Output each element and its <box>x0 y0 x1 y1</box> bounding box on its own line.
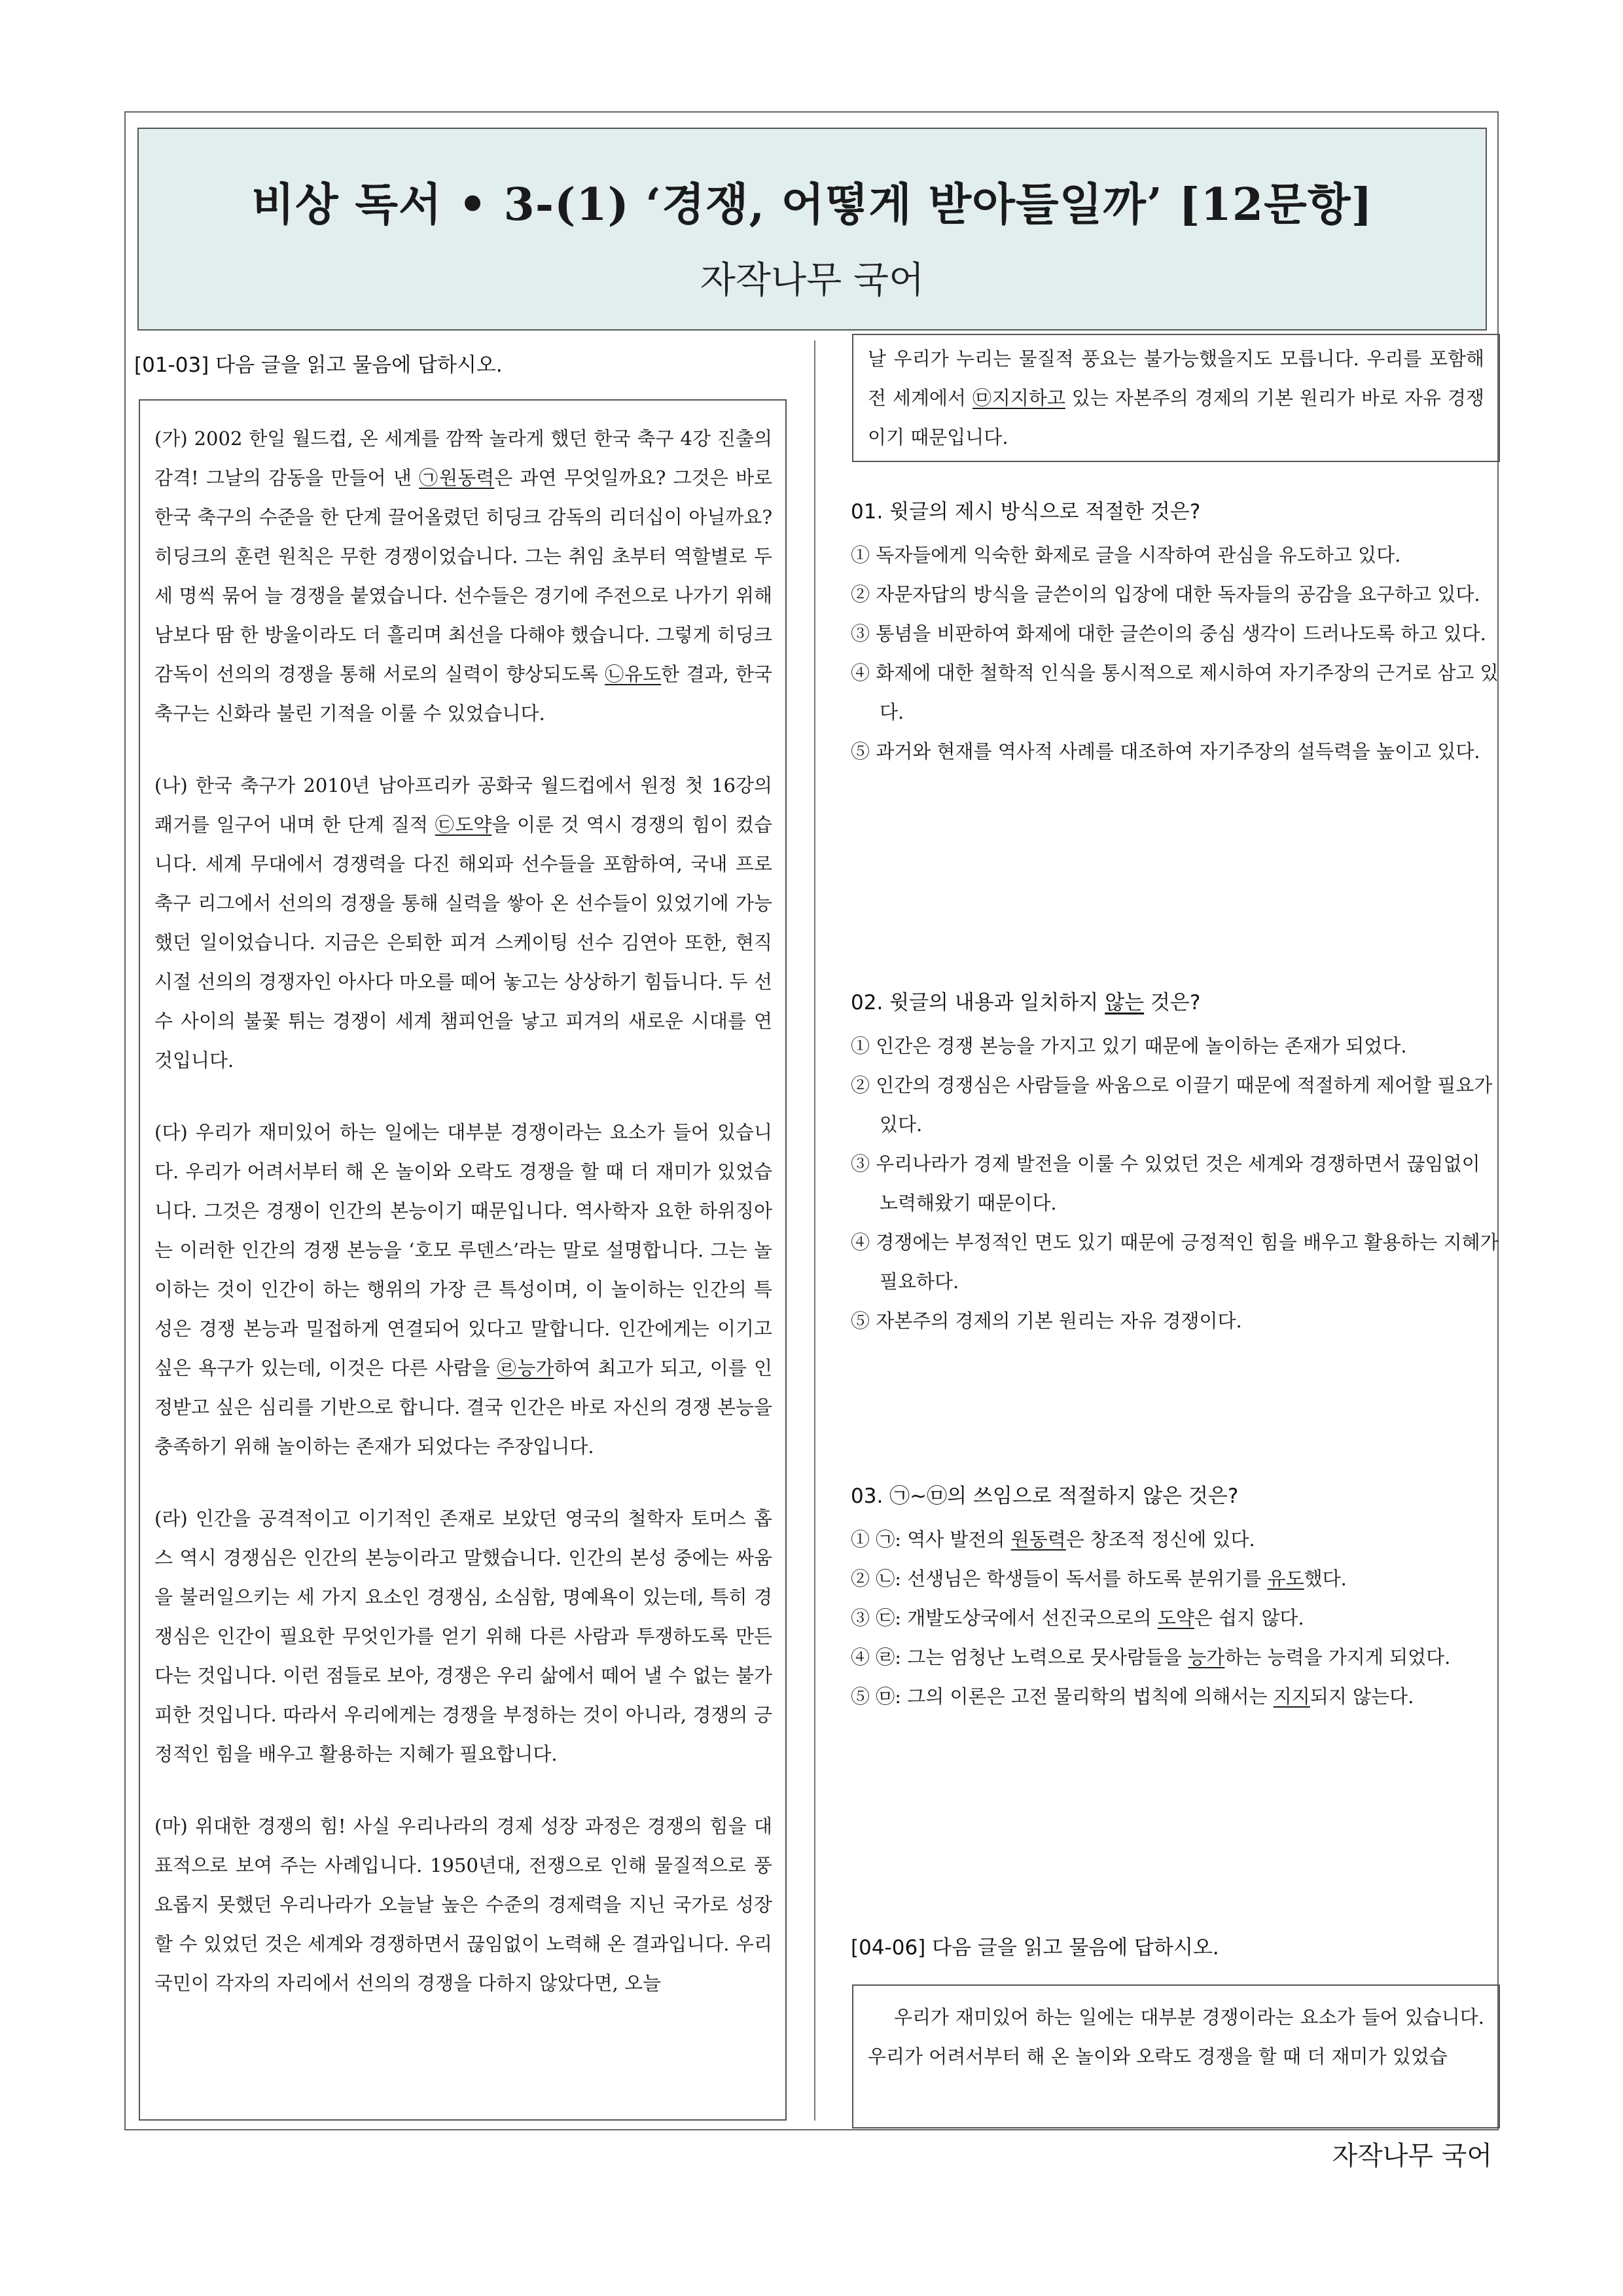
option-2[interactable]: ② 자문자답의 방식을 글쓴이의 입장에 대한 독자들의 공감을 요구하고 있다. <box>851 583 1480 605</box>
option-2[interactable] <box>851 1559 1499 1598</box>
passage-box-04-06 <box>852 1984 1500 2128</box>
option-text: ① ㉠: 역사 발전의 <box>851 1528 1011 1551</box>
option-1[interactable]: ① 독자들에게 익숙한 화제로 글을 시작하여 관심을 유도하고 있다. <box>851 544 1401 566</box>
option-text: ② ㉡: 선생님은 학생들이 독서를 하도록 분위기를 <box>851 1568 1268 1590</box>
question-title <box>851 983 1499 1022</box>
option-1[interactable]: ① 인간은 경쟁 본능을 가지고 있기 때문에 놀이하는 존재가 되었다. <box>851 1035 1407 1057</box>
option-text: ③ ㉢: 개발도상국에서 선진국으로의 <box>851 1607 1158 1629</box>
para-text: (라) 인간을 공격적이고 이기적인 존재로 보았던 영국의 철학자 토머스 홉스 역시 경쟁심은 인간의 본능이라고 말했습니다. 인간의 본성 중에는 싸움을 불러일으키는 세 가지 요소인 경쟁심, 소심함, 명예욕이 있는데, 특히 경쟁심은 인간이 필요한 무엇인가를 얻기 위해 다른 사람과 투쟁하도록 만든다는 것입니다. 이런 점들로 보아, 경쟁은 우리 삶에서 떼어 낼 수 없는 불가피한 것입니다. 따라서 우리에게는 경쟁을 부정하는 것이 아니라, 경쟁의 긍정적인 힘을 배우고 활용하는 지혜가 필요합니다. <box>154 1507 772 1765</box>
option-5[interactable] <box>851 1677 1499 1716</box>
option-3[interactable]: ③ 통념을 비판하여 화제에 대한 글쓴이의 중심 생각이 드러나도록 하고 있다. <box>851 622 1486 645</box>
para-text: 있는 자본주의 경제의 기본 원리가 바로 자유 경쟁이기 때문입니다. <box>868 387 1485 448</box>
question-03 <box>851 1477 1499 1716</box>
option-1[interactable] <box>851 1520 1499 1559</box>
option-text: 은 창조적 정신에 있다. <box>1065 1528 1255 1551</box>
option-5[interactable]: ⑤ 자본주의 경제의 기본 원리는 자유 경쟁이다. <box>851 1310 1242 1332</box>
option-text: ④ ㉣: 그는 엄청난 노력으로 뭇사람들을 <box>851 1646 1188 1668</box>
underlined-word: ㉣능가 <box>497 1357 554 1379</box>
option-text: ⑤ ㉤: 그의 이론은 고전 물리학의 법칙에 의해서는 <box>851 1685 1274 1708</box>
question-title: 01. 윗글의 제시 방식으로 적절한 것은? <box>851 500 1201 524</box>
para-text: 우리가 재미있어 하는 일에는 대부분 경쟁이라는 요소가 들어 있습니다. 우리가 어려서부터 해 온 놀이와 오락도 경쟁을 할 때 더 재미가 있었습 <box>868 2006 1484 2068</box>
option-4[interactable]: ④ 화제에 대한 철학적 인식을 통시적으로 제시하여 자기주장의 근거로 삼고 있다. <box>851 662 1499 723</box>
paragraph-na <box>154 766 772 1080</box>
para-text: (가) 2002 한일 월드컵, 온 세계를 깜짝 놀라게 했던 한국 축구 4강 진출의 감격! 그날의 감동을 만들어 낸 <box>154 427 772 489</box>
option-text: 했다. <box>1304 1568 1347 1590</box>
section-heading-04-06: [04-06] 다음 글을 읽고 물음에 답하시오. <box>851 1936 1219 1960</box>
option-4[interactable]: ④ 경쟁에는 부정적인 면도 있기 때문에 긍정적인 힘을 배우고 활용하는 지혜가 필요하다. <box>851 1231 1499 1293</box>
option-4[interactable] <box>851 1638 1499 1677</box>
underlined-word: ㉤지지하고 <box>972 387 1065 409</box>
para-text: 을 이룬 것 역시 경쟁의 힘이 컸습니다. 세계 무대에서 경쟁력을 다진 해외파 선수들을 포함하여, 국내 프로 축구 리그에서 선의의 경쟁을 통해 실력을 쌓아 온 선수들이 있었기에 가능했던 일이었습니다. 지금은 은퇴한 피겨 스케이팅 선수 김연아 또한, 현직 시절 선의의 경쟁자인 아사다 마오를 떼어 놓고는 상상하기 힘듭니다. 두 선수 사이의 불꽃 튀는 경쟁이 세계 챔피언을 낳고 피겨의 새로운 시대를 연 것입니다. <box>154 814 773 1071</box>
para-text: (나) 한국 축구가 2010년 남아프리카 공화국 월드컵에서 원정 첫 16강의 쾌거를 일구어 내며 한 단계 질적 <box>154 774 772 836</box>
option-text: 은 쉽지 않다. <box>1194 1607 1304 1629</box>
question-title: 03. ㉠~㉤의 쓰임으로 적절하지 않은 것은? <box>851 1484 1239 1508</box>
underlined-word: 지지 <box>1273 1685 1310 1708</box>
paragraph-da <box>154 1113 772 1466</box>
option-2[interactable]: ② 인간의 경쟁심은 사람들을 싸움으로 이끌기 때문에 적절하게 제어할 필요가 있다. <box>851 1074 1493 1136</box>
page-title: 비상 독서 • 3-(1) ‘경쟁, 어떻게 받아들일까’ [12문항] <box>251 179 1373 231</box>
option-3[interactable]: ③ 우리나라가 경제 발전을 이룰 수 있었던 것은 세계와 경쟁하면서 끊임없이 노력해왔기 때문이다. <box>851 1153 1480 1214</box>
underlined-word: ㉠원동력 <box>419 467 495 489</box>
underlined-word: 않는 <box>1105 991 1145 1014</box>
footer-brand: 자작나무 국어 <box>1332 2141 1492 2171</box>
option-text: 되지 않는다. <box>1310 1685 1414 1708</box>
para-text: (다) 우리가 재미있어 하는 일에는 대부분 경쟁이라는 요소가 들어 있습니다. 우리가 어려서부터 해 온 놀이와 오락도 경쟁을 할 때 더 재미가 있었습니다. 그것은 경쟁이 인간의 본능이기 때문입니다. 역사학자 요한 하위징아는 이러한 인간의 경쟁 본능을 ‘호모 루덴스’라는 말로 설명합니다. 그는 놀이하는 것이 인간이 하는 행위의 가장 큰 특성이며, 이 놀이하는 인간의 특성은 경쟁 본능과 밀접하게 연결되어 있다고 말합니다. 인간에게는 이기고 싶은 욕구가 있는데, 이것은 다른 사람을 <box>154 1121 772 1379</box>
para-text: 은 과연 무엇일까요? 그것은 바로 한국 축구의 수준을 한 단계 끌어올렸던 히딩크 감독의 리더십이 아닐까요? 히딩크의 훈련 원칙은 무한 경쟁이었습니다. 그는 취임 초부터 역할별로 두세 명씩 묶어 늘 경쟁을 붙였습니다. 선수들은 경기에 주전으로 나가기 위해 남보다 땀 한 방울이라도 더 흘리며 최선을 다해야 했습니다. 그렇게 히딩크 감독이 선의의 경쟁을 통해 서로의 실력이 향상되도록 <box>154 467 772 685</box>
option-3[interactable] <box>851 1598 1499 1638</box>
passage-box-left <box>139 399 787 2121</box>
question-02 <box>851 983 1499 1340</box>
paragraph-ra <box>154 1499 772 1774</box>
header-box <box>137 128 1487 331</box>
para-text: 하여 최고가 되고, 이를 인정받고 싶은 심리를 기반으로 합니다. 결국 인간은 바로 자신의 경쟁 본능을 충족하기 위해 놀이하는 존재가 되었다는 주장입니다. <box>154 1357 772 1458</box>
underlined-word: 도약 <box>1157 1607 1194 1629</box>
question-01 <box>851 492 1499 771</box>
para-text: (마) 위대한 경쟁의 힘! 사실 우리나라의 경제 성장 과정은 경쟁의 힘을 대표적으로 보여 주는 사례입니다. 1950년대, 전쟁으로 인해 물질적으로 풍요롭지 못했던 우리나라가 오늘날 높은 수준의 경제력을 지닌 국가로 성장할 수 있었던 것은 세계와 경쟁하면서 끊임없이 노력해 온 결과입니다. 우리 국민이 각자의 자리에서 선의의 경쟁을 다하지 않았다면, 오늘 <box>154 1815 772 1994</box>
page-subtitle: 자작나무 국어 <box>700 259 925 302</box>
para-text: 날 우리가 누리는 물질적 풍요는 불가능했을지도 모릅니다. 우리를 포함해 전 세계에서 <box>868 348 1484 409</box>
passage-box-continuation <box>852 334 1500 462</box>
paragraph-ma <box>154 1806 772 2003</box>
underlined-word: 원동력 <box>1010 1528 1066 1551</box>
title-text: 것은? <box>1144 991 1201 1014</box>
option-5[interactable]: ⑤ 과거와 현재를 역사적 사례를 대조하여 자기주장의 설득력을 높이고 있다. <box>851 740 1480 762</box>
section-heading-01-03: [01-03] 다음 글을 읽고 물음에 답하시오. <box>134 353 503 377</box>
column-divider <box>814 340 815 2121</box>
title-text: 02. 윗글의 내용과 일치하지 <box>851 991 1105 1014</box>
paragraph-ga <box>154 419 772 733</box>
underlined-word: ㉡유도 <box>605 663 662 685</box>
option-text: 하는 능력을 가지게 되었다. <box>1224 1646 1451 1668</box>
para-text: 한 결과, 한국 축구는 신화라 불린 기적을 이룰 수 있었습니다. <box>154 663 773 725</box>
underlined-word: 능가 <box>1188 1646 1225 1668</box>
underlined-word: 유도 <box>1267 1568 1304 1590</box>
underlined-word: ㉢도약 <box>435 814 492 836</box>
